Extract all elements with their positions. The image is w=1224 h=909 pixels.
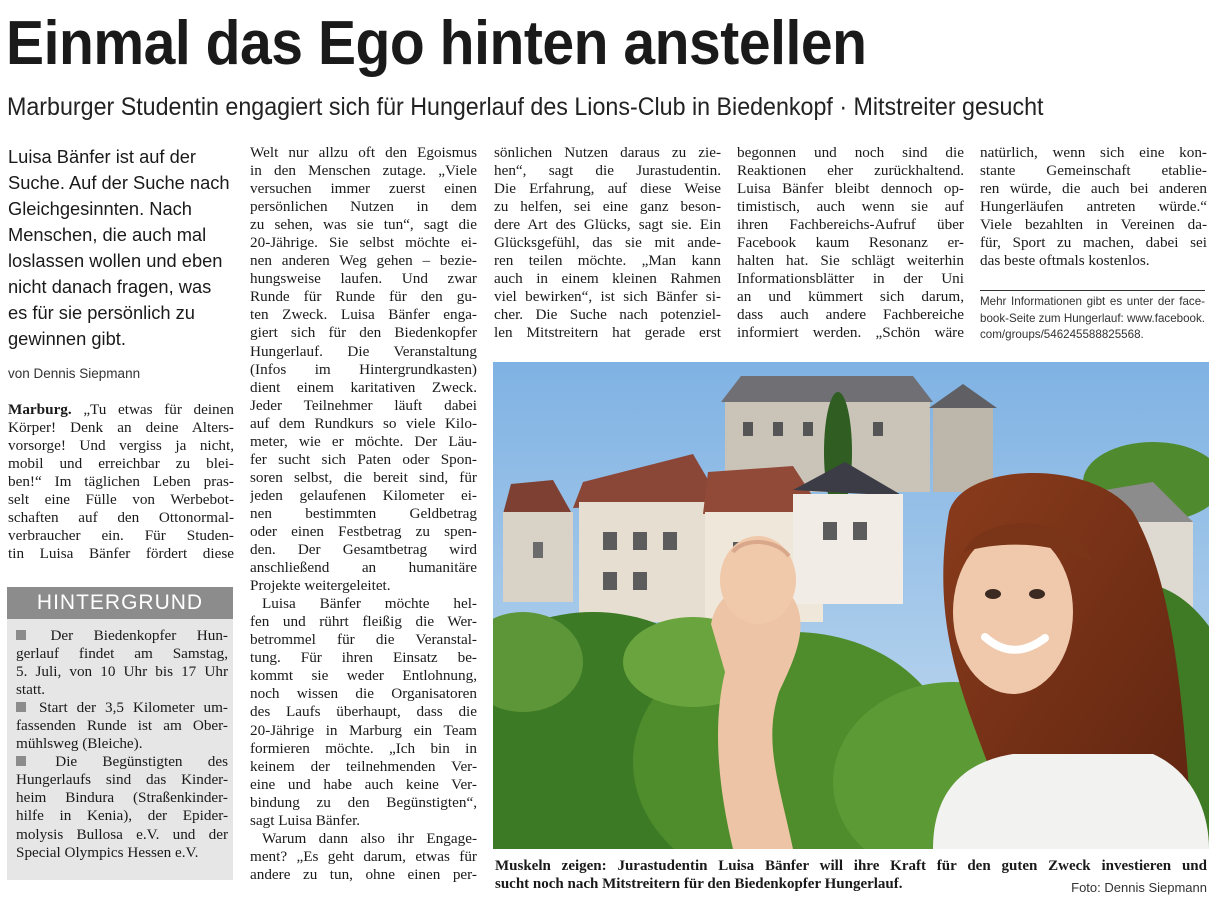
text-line: ben!“ Im täglichen Leben pras- — [8, 473, 234, 491]
text-line: nen anderen Weg gehen – bezie- — [250, 252, 477, 270]
text-line: fer sucht sich Paten oder Spon- — [250, 450, 477, 468]
text-line: dass auch andere Fachbereiche — [737, 306, 964, 324]
text-line: Warum dann also ihr Engage- — [262, 829, 477, 847]
body-column-2 — [250, 144, 477, 884]
text-line: ment? „Es geht darum, etwas für — [250, 847, 477, 865]
text-line: sagt Luisa Bänfer. — [250, 811, 361, 829]
caption-line: sucht noch nach Mitstreitern für den Biedenkopfer Hungerlauf. — [495, 876, 903, 892]
text-line: Runde für Runde für den gu- — [250, 288, 477, 306]
text-line: selt eine Fülle von Werbebot- — [8, 491, 234, 509]
text-line: begonnen und noch sind die — [737, 144, 964, 161]
text-line: keinem der teilnehmenden Ver- — [250, 757, 477, 775]
text-line: für, Sport zu machen, dabei sei — [980, 234, 1207, 252]
text-line: Facebook kaum Resonanz er- — [737, 234, 964, 252]
text-line: Die Erfahrung, auf diese Weise — [494, 180, 721, 198]
text-line: bindung zu den Begünstigten“, — [250, 793, 477, 811]
text-line: des Laufs überhaupt, dass die — [250, 703, 477, 721]
text-line: statt. — [16, 681, 46, 699]
text-line: jeden gelaufenen Kilometer ei- — [250, 486, 477, 504]
text-line: Die Begünstigten des — [16, 753, 228, 771]
square-bullet-icon — [16, 702, 26, 712]
text-line: Viele bezahlten in Vereinen da- — [980, 216, 1207, 234]
text-line: andere zu tun, ohne einen per- — [250, 865, 477, 883]
text-line: versuchen immer zuerst einen — [250, 180, 477, 198]
text-line: Hungerlauf. Die Veranstaltung — [250, 342, 477, 360]
text-line: Körper! Denk an deine Alters- — [8, 419, 234, 437]
byline: von Dennis Siepmann — [8, 366, 141, 381]
text-line: zu helfen, sei eine ganz beson- — [494, 198, 721, 216]
background-box-title: HINTERGRUND — [7, 587, 233, 619]
text-line: mobil und erreichbar zu blei- — [8, 455, 234, 473]
text-line: in den Menschen zutage. „Viele — [250, 162, 477, 180]
text-line: molysis Bullosa e.V. und der — [16, 825, 228, 843]
body-column-4 — [737, 144, 964, 343]
body-column-5 — [980, 144, 1207, 270]
background-info-box — [7, 587, 233, 880]
article-photo — [493, 362, 1209, 849]
text-line: Reaktionen eher zurückhaltend. — [737, 162, 964, 180]
lead-line: nicht danach fragen, was — [8, 276, 212, 297]
text-line: oder einen Festbetrag zu spen- — [250, 522, 477, 540]
caption-line: Muskeln zeigen: Jurastudentin Luisa Bänfer will ihre Kraft für den guten Zweck investieren und — [495, 858, 1207, 874]
lead-line: es für sie persönlich zu — [8, 302, 195, 323]
lead-line: gewinnen gibt. — [8, 328, 126, 349]
text-line: Glücksgefühl, das sie mit ande- — [494, 234, 721, 252]
text-line: auch in einem kleinen Rahmen — [494, 270, 721, 288]
square-bullet-icon — [16, 756, 26, 766]
text-line: auf dem Rundkurs so viele Kilo- — [250, 414, 477, 432]
text-line: meter, wie er möchte. Der Läu- — [250, 432, 477, 450]
dateline: Marburg. — [8, 401, 72, 418]
background-box-body — [16, 627, 228, 862]
dateline-text: „Tu etwas für deinen — [71, 401, 234, 418]
text-line: 20-Jährige. Sie selbst möchte ei- — [250, 234, 477, 252]
text-line: den. Der Gesamtbetrag wird — [250, 541, 477, 559]
text-line: verbraucher ein. Für Studen- — [8, 527, 234, 545]
text-line: sönlichen Nutzen daraus zu zie- — [494, 144, 721, 161]
text-line: Jeder Teilnehmer läuft dabei — [250, 396, 477, 414]
text-line: mühlsweg (Bleiche). — [16, 735, 143, 753]
text-line: schaften auf den Ottonormal- — [8, 509, 234, 527]
text-line: Der Biedenkopfer Hun- — [16, 627, 228, 645]
text-line: Luisa Bänfer möchte hel- — [262, 595, 477, 613]
text-line: kommt sie weder Entlohnung, — [250, 667, 477, 685]
text-line: hungsweise laufen. Und zwar — [250, 270, 477, 288]
text-line: fassenden Runde ist am Ober- — [16, 717, 228, 735]
note-line: Mehr Informationen gibt es unter der face- — [980, 295, 1205, 308]
text-line: ten Zweck. Luisa Bänfer enga- — [250, 306, 477, 324]
text-line: formieren möchte. „Ich bin in — [250, 739, 477, 757]
text-line: len Mitstreitern hat gerade erst — [494, 324, 721, 342]
lead-line: Gleichgesinnten. Nach — [8, 198, 192, 219]
lead-line: Suche. Auf der Suche nach — [8, 172, 230, 193]
text-line: ren teilen möchte. „Man kann — [494, 252, 721, 270]
text-line: tin Luisa Bänfer fördert diese — [8, 545, 234, 563]
body-column-3 — [494, 144, 721, 343]
text-line: fen und rührt fleißig die Wer- — [250, 613, 477, 631]
lead-line: loslassen wollen und eben — [8, 250, 223, 271]
text-line: cher. Die Suche nach potenziel- — [494, 306, 721, 324]
text-line: timistisch, auch wenn sie auf — [737, 198, 964, 216]
text-line: dere Art des Glücks, sagt sie. Ein — [494, 216, 721, 234]
text-line: persönlichen Nutzen in dem — [250, 198, 477, 216]
text-line: eine und habe auch keine Ver- — [250, 775, 477, 793]
photo-illustration — [493, 362, 1209, 849]
square-bullet-icon — [16, 630, 26, 640]
text-line: zu sehen, was sie tun“, sagt die — [250, 216, 477, 234]
text-line: tung. Für ihren Einsatz be- — [250, 649, 477, 667]
text-line: viel bewirken“, ist sich Bänfer si- — [494, 288, 721, 306]
text-line: hen“, sagt die Jurastudentin. — [494, 162, 721, 180]
text-line: anschließend an humanitäre — [250, 559, 477, 577]
text-line: giert sich für den Biedenkopfer — [250, 324, 477, 342]
text-line: Start der 3,5 Kilometer um- — [16, 699, 228, 717]
text-line: ren würde, die auch bei anderen — [980, 180, 1207, 198]
text-line: Welt nur allzu oft den Egoismus — [250, 144, 477, 161]
headline: Einmal das Ego hinten anstellen — [6, 9, 867, 78]
photo-credit: Foto: Dennis Siepmann — [1071, 880, 1207, 895]
text-line: noch wissen die Organisatoren — [250, 685, 477, 703]
text-line: heim Bindura (Straßenkinder- — [16, 789, 228, 807]
more-info-note — [980, 290, 1205, 344]
text-line: soren selbst, die bereit sind, für — [250, 468, 477, 486]
text-line: hilfe in Kenia), der Epider- — [16, 807, 228, 825]
text-line: 5. Juli, von 10 Uhr bis 17 Uhr — [16, 663, 228, 681]
text-line: Luisa Bänfer bleibt dennoch op- — [737, 180, 964, 198]
text-line — [8, 401, 234, 419]
text-line: stante Gemeinschaft etablie- — [980, 162, 1207, 180]
text-line: 20-Jährige in Marburg ein Team — [250, 721, 477, 739]
text-line: informiert werden. „Schön wäre — [737, 324, 964, 342]
note-line: book-Seite zum Hungerlauf: www.facebook. — [980, 311, 1205, 325]
text-line: gerlauf findet am Samstag, — [16, 645, 228, 663]
subheadline: Marburger Studentin engagiert sich für Hungerlauf des Lions-Club in Biedenkopf · Mitstreiter gesucht — [7, 93, 1044, 121]
text-line: betrommel für die Veranstal- — [250, 631, 477, 649]
text-line: Projekte weitergeleitet. — [250, 577, 391, 595]
lead-line: Menschen, die auch mal — [8, 224, 207, 245]
text-line: Special Olympics Hessen e.V. — [16, 843, 199, 861]
text-line: das beste oftmals kostenlos. — [980, 252, 1150, 270]
text-line: ihren Fachbereichs-Aufruf über — [737, 216, 964, 234]
text-line: dient einem karitativen Zweck. — [250, 378, 477, 396]
body-column-1 — [8, 401, 234, 563]
text-line: Hungerläufen antreten würde.“ — [980, 198, 1207, 216]
text-line: nen bestimmten Geldbetrag — [250, 504, 477, 522]
text-line: an und kümmert sich darum, — [737, 288, 964, 306]
text-line: natürlich, wenn sich eine kon- — [980, 144, 1207, 161]
lead-line: Luisa Bänfer ist auf der — [8, 146, 196, 167]
text-line: (Infos im Hintergrundkasten) — [250, 360, 477, 378]
text-line: halten hat. Sie schlägt weiterhin — [737, 252, 964, 270]
text-line: vorsorge! Und vergiss ja nicht, — [8, 437, 234, 455]
text-line: Informationsblätter in der Uni — [737, 270, 964, 288]
lead-paragraph — [8, 144, 234, 352]
text-line: Hungerlaufs sind das Kinder- — [16, 771, 228, 789]
note-line: com/groups/546245588825568. — [980, 328, 1144, 341]
